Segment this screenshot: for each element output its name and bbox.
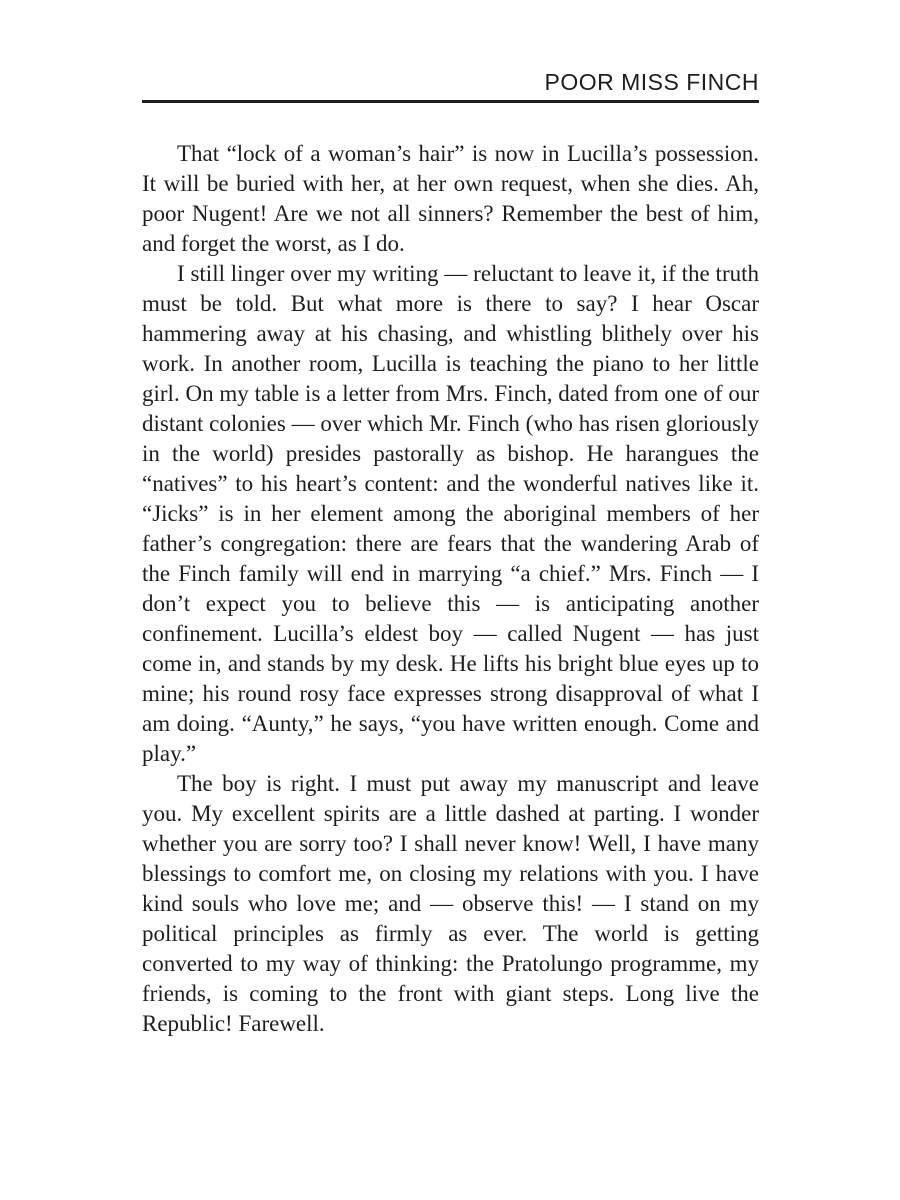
- paragraph-2: I still linger over my writing — reluctant to leave it, if the truth must be told. But what more is there to say? I hear Oscar hammering away at his chasing, and whistling blithely over his work. In another room, Lucilla is teaching the piano to her little girl. On my table is a letter from Mrs. Finch, dated from one of our distant colonies — over which Mr. Finch (who has risen gloriously in the world) presides pastorally as bishop. He harangues the “natives” to his heart’s content: and the wonderful natives like it. “Jicks” is in her element among the aboriginal members of her father’s congregation: there are fears that the wandering Arab of the Finch family will end in marrying “a chief.” Mrs. Finch — I don’t expect you to believe this — is anticipating another confinement. Lucilla’s eldest boy — called Nugent — has just come in, and stands by my desk. He lifts his bright blue eyes up to mine; his round rosy face expresses strong disapproval of what I am doing. “Aunty,” he says, “you have written enough. Come and play.”: [142, 261, 759, 766]
- page-body: [142, 139, 759, 1039]
- paragraph-3: The boy is right. I must put away my manuscript and leave you. My excellent spirits are a little dashed at parting. I wonder whether you are sorry too? I shall never know! Well, I have many blessings to comfort me, on closing my relations with you. I have kind souls who love me; and — observe this! — I stand on my political principles as firmly as ever. The world is getting converted to my way of thinking: the Pratolungo programme, my friends, is coming to the front with giant steps. Long live the Republic! Farewell.: [142, 771, 759, 1036]
- header-rule: [142, 100, 759, 103]
- running-head-title: POOR MISS FINCH: [544, 69, 759, 95]
- paragraph-1: That “lock of a woman’s hair” is now in Lucilla’s possession. It will be buried with her, at her own request, when she dies. Ah, poor Nugent! Are we not all sinners? Remember the best of him, and forget the worst, as I do.: [142, 141, 759, 256]
